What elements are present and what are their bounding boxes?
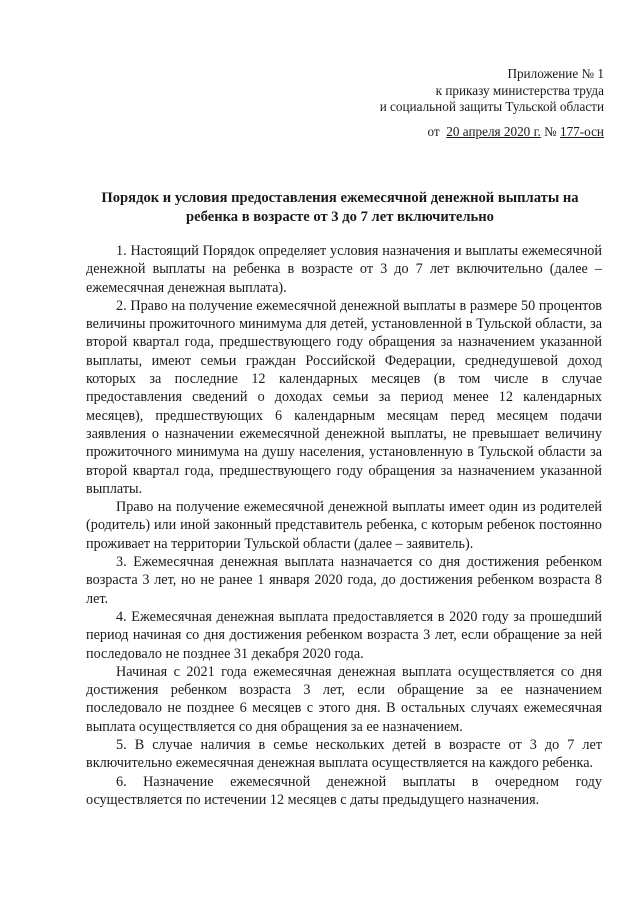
paragraph-5: 5. В случае наличия в семье нескольких детей в возрасте от 3 до 7 лет включительно ежемесячная денежная выплата осуществляется на каждого ребенка. bbox=[86, 737, 602, 772]
paragraph-3: 3. Ежемесячная денежная выплата назначается со дня достижения ребенком возраста 3 лет, но не ранее 1 января 2020 года, до достижения ребенком возраста 8 лет. bbox=[86, 554, 602, 607]
order-date: 20 апреля 2020 г. bbox=[446, 124, 541, 139]
order-date-line bbox=[428, 124, 605, 140]
appendix-number: Приложение № 1 bbox=[507, 66, 604, 81]
title-line-2: ребенка в возрасте от 3 до 7 лет включительно bbox=[186, 208, 494, 225]
document-title bbox=[90, 189, 590, 226]
order-number: 177-осн bbox=[559, 124, 604, 139]
appendix-header bbox=[304, 66, 604, 116]
number-prefix: № bbox=[544, 124, 557, 139]
paragraph-4-continued: Начиная с 2021 года ежемесячная денежная выплата осуществляется со дня достижения ребенком возраста 3 лет, если обращение за ее назначением последовало не позднее 6 месяцев с этого дня. В остальных случаях ежемесячная выплата осуществляется со дня обращения за ее назначением. bbox=[86, 663, 602, 735]
paragraph-1: 1. Настоящий Порядок определяет условия назначения и выплаты ежемесячной денежной выплаты на ребенка в возрасте от 3 до 7 лет включительно (далее – ежемесячная денежная выплата). bbox=[86, 243, 602, 296]
title-line-1: Порядок и условия предоставления ежемесячной денежной выплаты на bbox=[101, 190, 579, 206]
appendix-order-ref: к приказу министерства труда bbox=[435, 82, 604, 98]
date-prefix: от bbox=[427, 124, 440, 139]
document-body bbox=[86, 242, 602, 809]
paragraph-4: 4. Ежемесячная денежная выплата предоставляется в 2020 году за прошедший период начиная со дня достижения ребенком возраста 3 лет, если обращение за ней последовало не позднее 31 декабря 2020 года. bbox=[86, 608, 602, 662]
paragraph-2-continued: Право на получение ежемесячной денежной выплаты имеет один из родителей (родитель) или иной законный представитель ребенка, с которым ребенок постоянно проживает на территории Тульской области (далее – заявитель). bbox=[86, 499, 602, 552]
paragraph-6: 6. Назначение ежемесячной денежной выплаты в очередном году осуществляется по истечении 12 месяцев с даты предыдущего назначения. bbox=[86, 773, 602, 808]
paragraph-2: 2. Право на получение ежемесячной денежной выплаты в размере 50 процентов величины прожиточного минимума для детей, установленной в Тульской области, за второй квартал года, предшествующего году обращения за назначением указанной выплаты, имеют семьи граждан Российской Федерации, среднедушевой доход которых за последние 12 календарных месяцев (в том числе в случае предоставления сведений о доходах семьи за период менее 12 календарных месяцев), предшествующих 6 календарным месяцам перед месяцем подачи заявления о назначении ежемесячной денежной выплаты, не превышает величину прожиточного минимума на душу населения, установленную в Тульской области за второй квартал года, предшествующего году обращения за назначением указанной выплаты. bbox=[86, 297, 602, 497]
appendix-ministry: и социальной защиты Тульской области bbox=[379, 99, 604, 114]
